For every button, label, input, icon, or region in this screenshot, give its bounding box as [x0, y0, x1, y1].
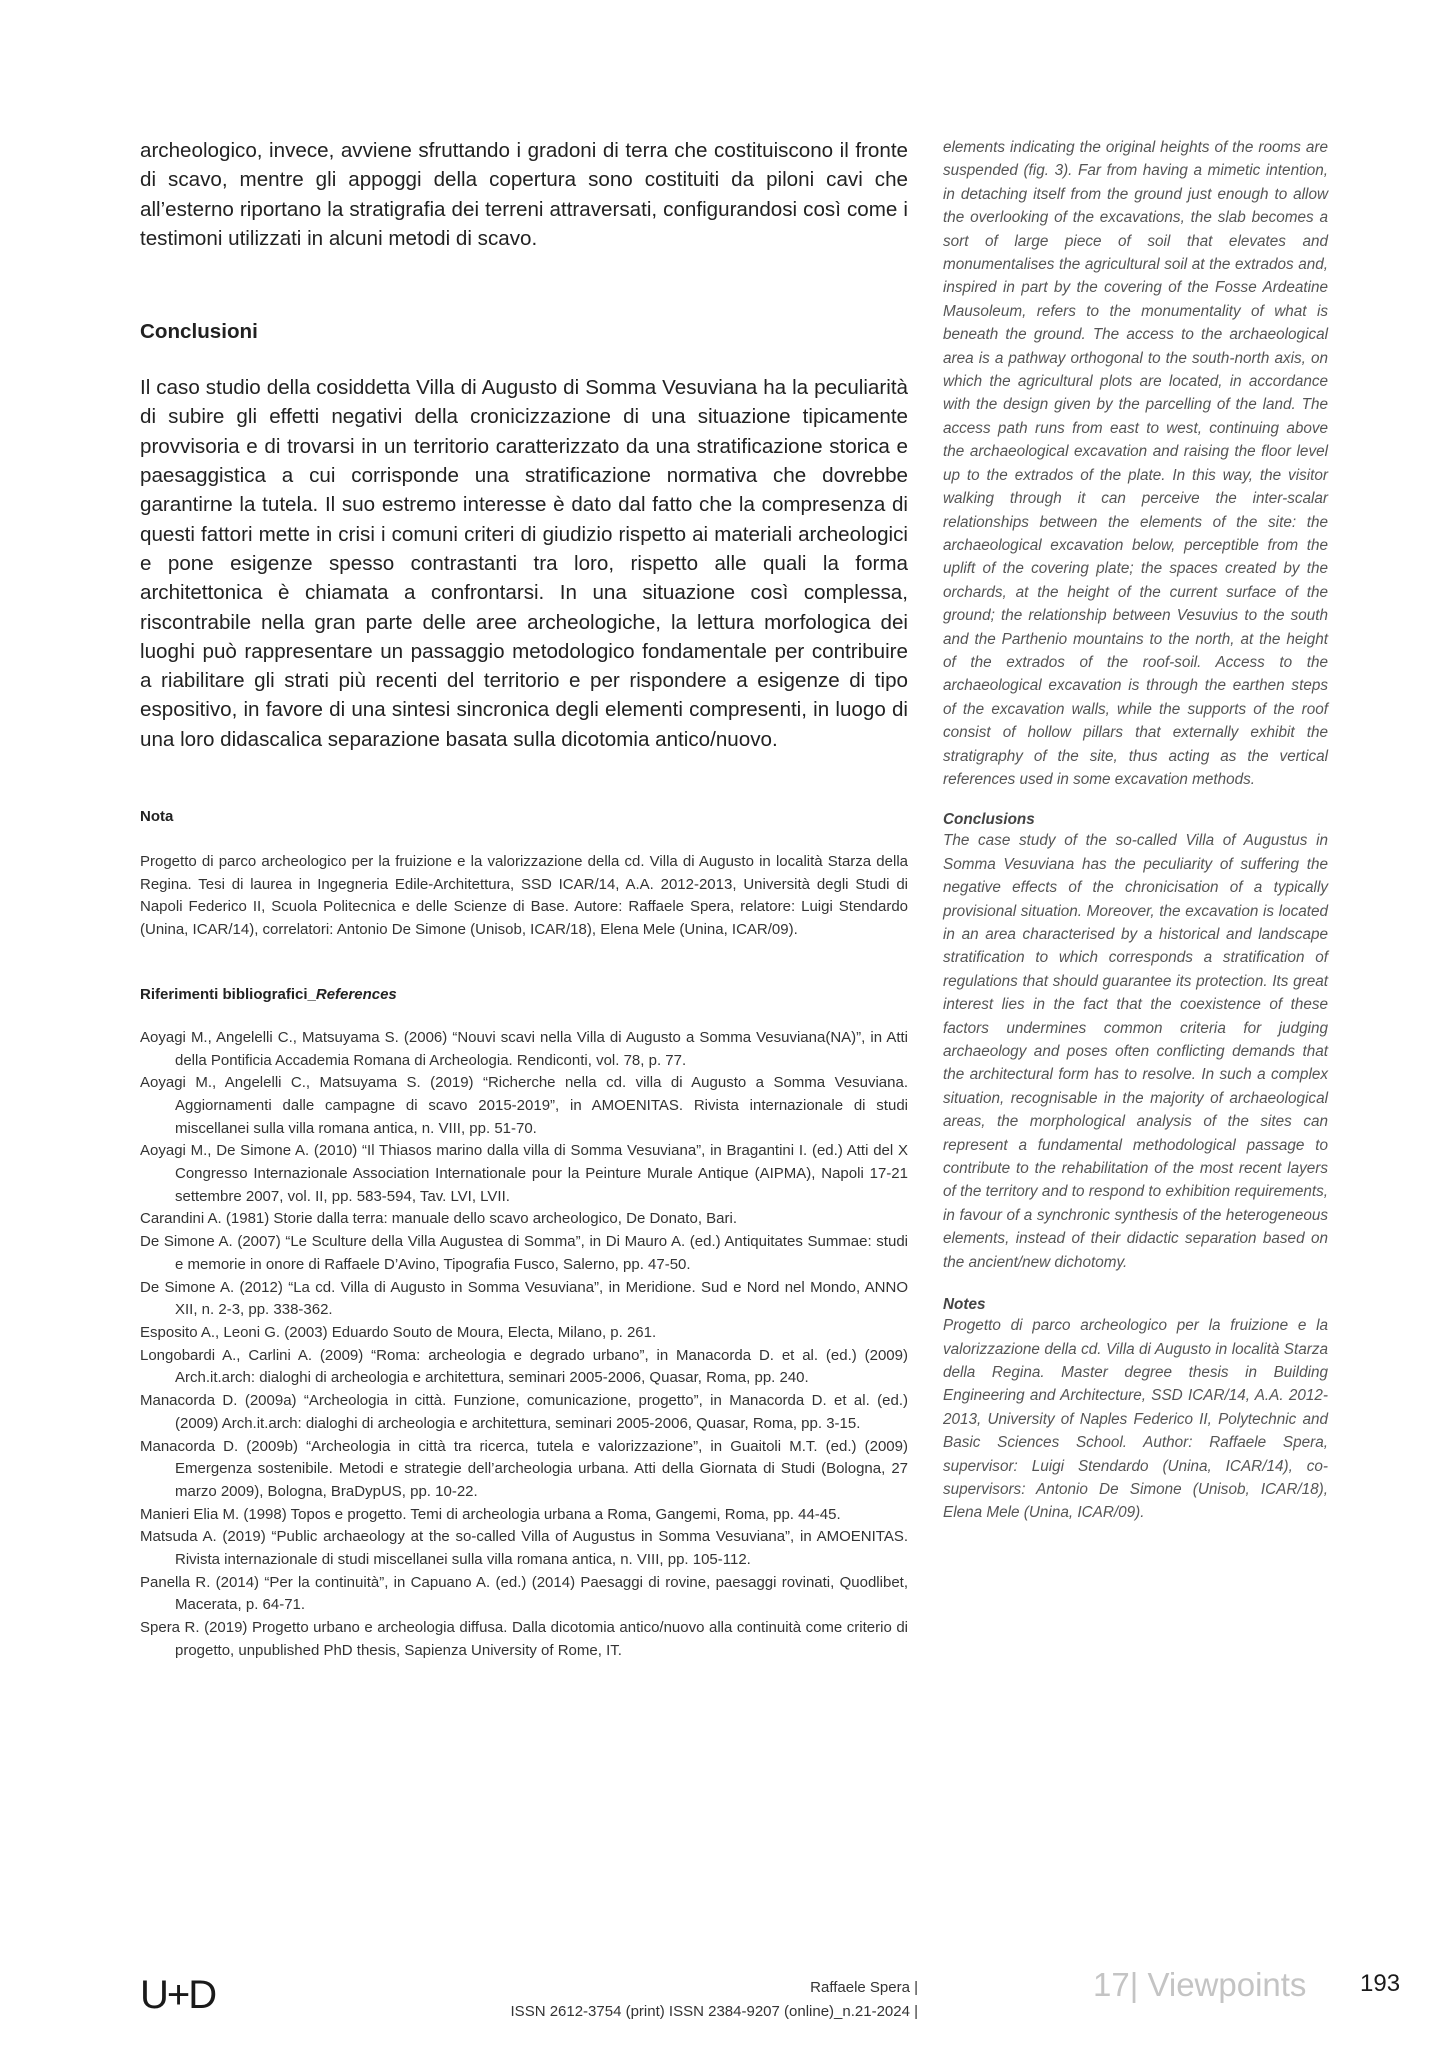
reference-item: De Simone A. (2012) “La cd. Villa di Augusto in Somma Vesuviana”, in Meridione. Sud e Nord nel Mondo, ANNO XII, n. 2-3, pp. 338-362. — [140, 1278, 908, 1319]
conclusions-heading: Conclusions — [943, 811, 1035, 829]
references-heading-it: Riferimenti bibliografici_ — [140, 985, 316, 1003]
italian-column — [140, 136, 908, 1663]
nota-heading: Nota — [140, 808, 174, 826]
references-list — [140, 1027, 908, 1663]
notes-paragraph: Progetto di parco archeologico per la fruizione e la valorizzazione della cd. Villa di Augusto in località Starza della Regina. Master degree thesis in Building Engineering and Architecture, SSD ICAR/14, A.A. 2012-2013, University of Naples Federico II, Polytechnic and Basic Sciences School. Author: Raffaele Spera, supervisor: Luigi Stendardo (Unina, ICAR/14), co-supervisors: Antonio De Simone (Unisob, ICAR/18), Elena Mele (Unina, ICAR/09). — [943, 1317, 1328, 1522]
footer-section-label: 17| Viewpoints — [1093, 1966, 1307, 2003]
journal-logo: U+D — [140, 1973, 216, 2017]
reference-item: Manacorda D. (2009a) “Archeologia in città. Funzione, comunicazione, progetto”, in Manacorda D. et al. (ed.) (2009) Arch.it.arch: dialoghi di archeologia e architettura, seminari 2005-2006, Quasar, Roma, pp. 3-15. — [140, 1392, 908, 1432]
references-heading — [140, 986, 908, 1003]
notes-heading: Notes — [943, 1296, 986, 1314]
reference-item: Spera R. (2019) Progetto urbano e archeologia diffusa. Dalla dicotomia antico/nuovo alla continuità come criterio di progetto, unpublished PhD thesis, Sapienza University of Rome, IT. — [140, 1619, 908, 1659]
conclusioni-paragraph: Il caso studio della cosiddetta Villa di Augusto di Somma Vesuviana ha la peculiarità di subire gli effetti negativi della cronicizzazione di una situazione tipicamente provvisoria e di trovarsi in un territorio caratterizzato da una stratificazione storica e paesaggistica a cui corrisponde una stratificazione normativa che dovrebbe garantirne la tutela. Il suo estremo interesse è dato dal fatto che la compresenza di questi fattori mette in crisi i comuni criteri di giudizio rispetto ai materiali archeologici e pone esigenze spesso contrastanti tra loro, rispetto alle quali la forma architettonica è chiamata a confrontarsi. In una situazione così complessa, riscontrabile nella gran parte delle aree archeologiche, la lettura morfologica dei luoghi può rappresentare un passaggio metodologico fondamentale per contribuire a riabilitare gli strati più recenti del territorio e per rispondere a esigenze di tipo espositivo, in favore di una sintesi sincronica degli elementi compresenti, in luogo di una loro didascalica separazione basata sulla dicotomia antico/nuovo. — [140, 376, 908, 751]
references-heading-en: References — [315, 985, 397, 1003]
reference-item: Esposito A., Leoni G. (2003) Eduardo Souto de Moura, Electa, Milano, p. 261. — [140, 1324, 657, 1341]
reference-item: Aoyagi M., Angelelli C., Matsuyama S. (2019) “Richerche nella cd. villa di Augusto a Somma Vesuviana. Aggiornamenti dalle campagne di scavo 2015-2019”, in AMOENITAS. Rivista internazionale di studi miscellanei sulla villa romana antica, n. VIII, pp. 51-70. — [140, 1074, 908, 1137]
nota-paragraph: Progetto di parco archeologico per la fruizione e la valorizzazione della cd. Villa di Augusto in località Starza della Regina. Tesi di laurea in Ingegneria Edile-Architettura, SSD ICAR/14, A.A. 2012-2013, Università degli Studi di Napoli Federico II, Scuola Politecnica e delle Scienze di Base. Autore: Raffaele Spera, relatore: Luigi Stendardo (Unina, ICAR/14), correlatori: Antonio De Simone (Unisob, ICAR/18), Elena Mele (Unina, ICAR/09). — [140, 853, 908, 939]
reference-item: Aoyagi M., De Simone A. (2010) “Il Thiasos marino dalla villa di Somma Vesuviana”, in Bragantini I. (ed.) Atti del X Congresso Internazionale Association Internationale pour la Peinture Murale Antique (AIPMA), Napoli 17-21 settembre 2007, vol. II, pp. 583-594, Tav. LVI, LVII. — [140, 1142, 908, 1205]
reference-item: Longobardi A., Carlini A. (2009) “Roma: archeologia e degrado urbano”, in Manacorda D. et al. (ed.) (2009) Arch.it.arch: dialoghi di archeologia e architettura, seminari 2005-2006, Quasar, Roma, pp. 240. — [140, 1346, 908, 1387]
page-number: 193 — [1360, 1970, 1401, 1997]
reference-item: Aoyagi M., Angelelli C., Matsuyama S. (2006) “Nouvi scavi nella Villa di Augusto a Somma Vesuviana(NA)”, in Atti della Pontificia Accademia Romana di Archeologia. Rendiconti, vol. 78, p. 77. — [140, 1028, 908, 1069]
reference-item: Carandini A. (1981) Storie dalla terra: manuale dello scavo archeologico, De Donato, Bari. — [140, 1210, 737, 1228]
footer-info — [511, 1976, 918, 2024]
footer-issn: ISSN 2612-3754 (print) ISSN 2384-9207 (online)_n.21-2024 | — [510, 2003, 918, 2020]
reference-item: De Simone A. (2007) “Le Sculture della Villa Augustea di Somma”, in Di Mauro A. (ed.) Antiquitates Summae: studi e memorie in onore di Raffaele D’Avino, Tipografia Fusco, Salerno, pp. 47-50. — [140, 1233, 908, 1273]
reference-item: Matsuda A. (2019) “Public archaeology at the so-called Villa of Augustus in Somma Vesuviana”, in AMOENITAS. Rivista internazionale di studi miscellanei sulla villa romana antica, n. VIII, pp. 105-112. — [140, 1528, 908, 1569]
paragraph-intro: archeologico, invece, avviene sfruttando i gradoni di terra che costituiscono il fronte di scavo, mentre gli appoggi della copertura sono costituiti da piloni cavi che all’esterno riportano la stratigrafia dei terreni attraversati, configurandosi così come i testimoni utilizzati in alcuni metodi di scavo. — [140, 139, 908, 250]
conclusions-paragraph: The case study of the so-called Villa of Augustus in Somma Vesuviana has the peculiarity of suffering the negative effects of the chronicisation of a typically provisional situation. Moreover, the excavation is located in an area characterised by a historical and landscape stratification to which corresponds a stratification of regulations that should guarantee its protection. Its great interest lies in the fact that the coexistence of these factors undermines common criteria for judging archaeology and poses often conflicting demands that the architectural form has to resolve. In such a complex situation, recognisable in the majority of archaeological areas, the morphological analysis of the sites can represent a fundamental methodological passage to contribute to the rehabilitation of the most recent layers of the territory and to respond to exhibition requirements, in favour of a synchronic synthesis of the heterogeneous elements, instead of their didactic separation based on the ancient/new dichotomy. — [943, 832, 1328, 1271]
english-paragraph-intro: elements indicating the original heights of the rooms are suspended (fig. 3). Far from having a mimetic intention, in detaching itself from the ground just enough to allow the overlooking of the excavations, the slab becomes a sort of large piece of soil that elevates and monumentalises the agricultural soil at the extrados and, inspired in part by the covering of the Fosse Ardeatine Mausoleum, refers to the monumentality of what is beneath the ground. The access to the archaeological area is a pathway orthogonal to the south-north axis, on which the agricultural plots are located, in accordance with the design given by the parcelling of the land. The access path runs from east to west, continuing above the archaeological excavation and raising the floor level up to the extrados of the plate. In this way, the visitor walking through it can perceive the inter-scalar relationships between the elements of the site: the archaeological excavation below, perceptible from the uplift of the covering plate; the spaces created by the orchards, at the height of the current surface of the ground; the relationship between Vesuvius to the south and the Parthenio mountains to the north, at the height of the extrados of the roof-soil. Access to the archaeological excavation is through the earthen steps of the excavation walls, while the supports of the roof consist of hollow pillars that externally exhibit the stratigraphy of the site, thus acting as the vertical references used in some excavation methods. — [943, 139, 1328, 788]
reference-item: Manacorda D. (2009b) “Archeologia in città tra ricerca, tutela e valorizzazione”, in Guaitoli M.T. (ed.) (2009) Emergenza sostenibile. Metodi e strategie dell’archeologia urbana. Atti della Giornata di Studi (Bologna, 27 marzo 2009), Bologna, BraDypUS, pp. 10-22. — [140, 1437, 908, 1500]
conclusioni-heading: Conclusioni — [140, 320, 258, 344]
footer-author: Raffaele Spera | — [810, 1979, 918, 1996]
reference-item: Panella R. (2014) “Per la continuità”, in Capuano A. (ed.) (2014) Paesaggi di rovine, paesaggi rovinati, Quodlibet, Macerata, p. 64-71. — [140, 1573, 908, 1614]
english-column — [943, 136, 1328, 1525]
reference-item: Manieri Elia M. (1998) Topos e progetto. Temi di archeologia urbana a Roma, Gangemi, Roma, pp. 44-45. — [140, 1505, 841, 1523]
